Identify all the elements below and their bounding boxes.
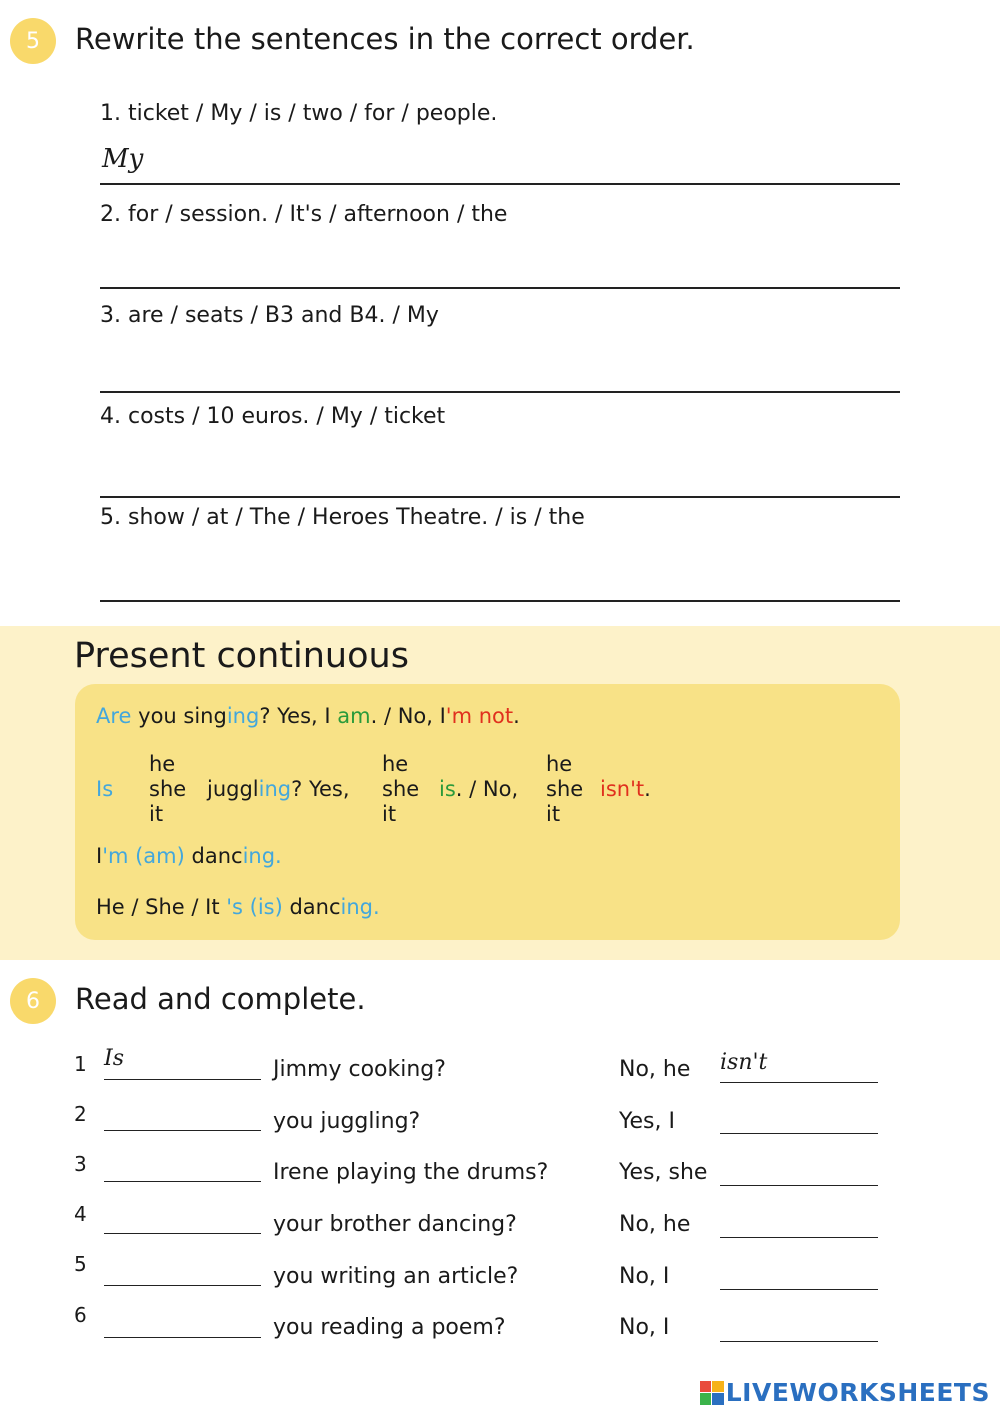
grammar-is-no <box>439 777 518 801</box>
pronoun-she: she <box>382 777 420 801</box>
question-number: 2 <box>74 1102 87 1126</box>
grammar-token: ? Yes, <box>291 777 350 801</box>
grammar-title: Present continuous <box>74 636 409 676</box>
logo-text: LIVEWORKSHEETS <box>725 1378 990 1407</box>
grammar-token: 'm not <box>445 704 514 728</box>
question-number: 3 <box>74 1152 87 1176</box>
blank-line <box>104 1285 261 1286</box>
question-text: you juggling? <box>273 1109 421 1134</box>
prompt-5: 5. show / at / The / Heroes Theatre. / is / the <box>100 505 585 530</box>
pronoun-he: he <box>149 752 176 776</box>
grammar-token: 's (is) <box>226 895 283 919</box>
pronoun-she: she <box>149 777 187 801</box>
grammar-token: . / No, <box>455 777 519 801</box>
exercise-number-badge: 6 <box>10 978 56 1024</box>
grammar-is: Is <box>96 777 114 801</box>
reply-text: Yes, I <box>619 1109 675 1134</box>
grammar-token: Are <box>96 704 132 728</box>
grammar-line-4 <box>96 895 380 919</box>
prompt-4: 4. costs / 10 euros. / My / ticket <box>100 404 446 429</box>
question-text: you writing an article? <box>273 1264 519 1289</box>
blank-line <box>104 1079 261 1080</box>
pronoun-he: he <box>382 752 409 776</box>
answer-input-reply[interactable]: isn't <box>720 1050 768 1075</box>
blank-line <box>104 1233 261 1234</box>
question-text: Irene playing the drums? <box>273 1160 549 1185</box>
grammar-isnt <box>600 777 651 801</box>
grammar-juggling <box>207 777 350 801</box>
answer-line-1 <box>100 183 900 185</box>
reply-text: No, he <box>619 1212 691 1237</box>
reply-text: No, I <box>619 1264 670 1289</box>
grammar-token: is <box>439 777 456 801</box>
grammar-token: you sing <box>131 704 227 728</box>
reply-text: No, I <box>619 1315 670 1340</box>
blank-line <box>720 1341 878 1342</box>
grammar-token: ? Yes, I <box>259 704 338 728</box>
blank-line <box>720 1237 878 1238</box>
answer-input-is[interactable]: Is <box>104 1046 124 1071</box>
answer-line-2 <box>100 287 900 289</box>
grammar-token: ing <box>258 777 292 801</box>
pronoun-it: it <box>382 802 397 826</box>
grammar-token: am <box>337 704 371 728</box>
answer-line-4 <box>100 496 900 498</box>
grammar-token: ing. <box>340 895 380 919</box>
grammar-token: juggl <box>207 777 259 801</box>
reply-text: No, he <box>619 1057 691 1082</box>
pronoun-it: it <box>149 802 164 826</box>
blank-line <box>104 1181 261 1182</box>
grammar-line-1 <box>96 704 520 728</box>
blank-line <box>720 1185 878 1186</box>
exercise-title: Rewrite the sentences in the correct order. <box>75 22 695 56</box>
grammar-token: danc <box>282 895 341 919</box>
question-text: you reading a poem? <box>273 1315 506 1340</box>
blank-line <box>720 1289 878 1290</box>
question-number: 1 <box>74 1052 87 1076</box>
question-text: Jimmy cooking? <box>273 1057 446 1082</box>
answer-line-5 <box>100 600 900 602</box>
pronoun-he: he <box>546 752 573 776</box>
grammar-token: . / No, I <box>370 704 446 728</box>
exercise-number-badge: 5 <box>10 18 56 64</box>
question-number: 5 <box>74 1252 87 1276</box>
grammar-line-3 <box>96 844 282 868</box>
grammar-token: . <box>513 704 520 728</box>
grammar-token: ing <box>226 704 260 728</box>
grammar-token: ing. <box>242 844 282 868</box>
blank-line <box>104 1337 261 1338</box>
answer-input-1[interactable]: My <box>102 144 144 174</box>
question-number: 4 <box>74 1202 87 1226</box>
prompt-3: 3. are / seats / B3 and B4. / My <box>100 303 439 328</box>
grammar-token: He / She / It <box>96 895 227 919</box>
liveworksheets-logo <box>700 1378 990 1407</box>
exercise-title: Read and complete. <box>75 982 366 1016</box>
blank-line <box>720 1133 878 1134</box>
grammar-token: I <box>96 844 103 868</box>
grammar-token: danc <box>184 844 243 868</box>
prompt-1: 1. ticket / My / is / two / for / people. <box>100 101 498 126</box>
grammar-token: isn't <box>600 777 645 801</box>
question-number: 6 <box>74 1303 87 1327</box>
blank-line <box>720 1082 878 1083</box>
reply-text: Yes, she <box>619 1160 708 1185</box>
pronoun-it: it <box>546 802 561 826</box>
grammar-token: . <box>644 777 651 801</box>
blank-line <box>104 1130 261 1131</box>
prompt-2: 2. for / session. / It's / afternoon / the <box>100 202 508 227</box>
logo-blocks-icon <box>700 1381 724 1405</box>
question-text: your brother dancing? <box>273 1212 517 1237</box>
answer-line-3 <box>100 391 900 393</box>
pronoun-she: she <box>546 777 584 801</box>
grammar-token: 'm (am) <box>102 844 185 868</box>
